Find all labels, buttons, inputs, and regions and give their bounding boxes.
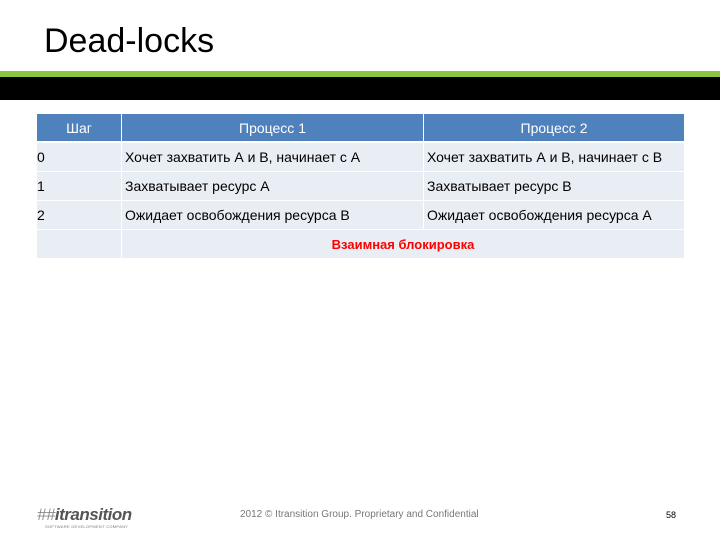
header-step: Шаг: [37, 114, 121, 141]
logo-hash: ##: [37, 505, 55, 524]
header-process-2: Процесс 2: [424, 114, 684, 141]
step-cell: 0: [37, 143, 121, 171]
deadlock-result-row: [37, 230, 684, 258]
company-logo: [37, 505, 132, 529]
process-1-cell: Ожидает освобождения ресурса В: [122, 201, 423, 229]
steps-table: [37, 114, 684, 258]
header-process-1: Процесс 1: [122, 114, 423, 141]
header-band: [0, 77, 720, 100]
logo-tagline: SOFTWARE DEVELOPMENT COMPANY: [45, 524, 129, 529]
process-2-cell: Захватывает ресурс В: [424, 172, 684, 200]
deadlock-result: Взаимная блокировка: [122, 230, 684, 258]
process-1-cell: Хочет захватить А и В, начинает с А: [122, 143, 423, 171]
table-row: [37, 143, 684, 171]
table-row: [37, 201, 684, 229]
page-number: 58: [666, 510, 677, 520]
table-row: [37, 172, 684, 200]
slide-title: Dead-locks: [44, 22, 215, 60]
table-header-row: [37, 114, 684, 141]
process-1-cell: Захватывает ресурс А: [122, 172, 423, 200]
step-cell: 1: [37, 172, 121, 200]
logo-wordmark: [37, 505, 132, 525]
empty-step-cell: [37, 230, 121, 258]
logo-text: itransition: [54, 505, 132, 524]
process-2-cell: Ожидает освобождения ресурса А: [424, 201, 684, 229]
process-2-cell: Хочет захватить А и В, начинает с В: [424, 143, 684, 171]
copyright-footer: 2012 © Itransition Group. Proprietary and Confidential: [240, 509, 479, 520]
step-cell: 2: [37, 201, 121, 229]
